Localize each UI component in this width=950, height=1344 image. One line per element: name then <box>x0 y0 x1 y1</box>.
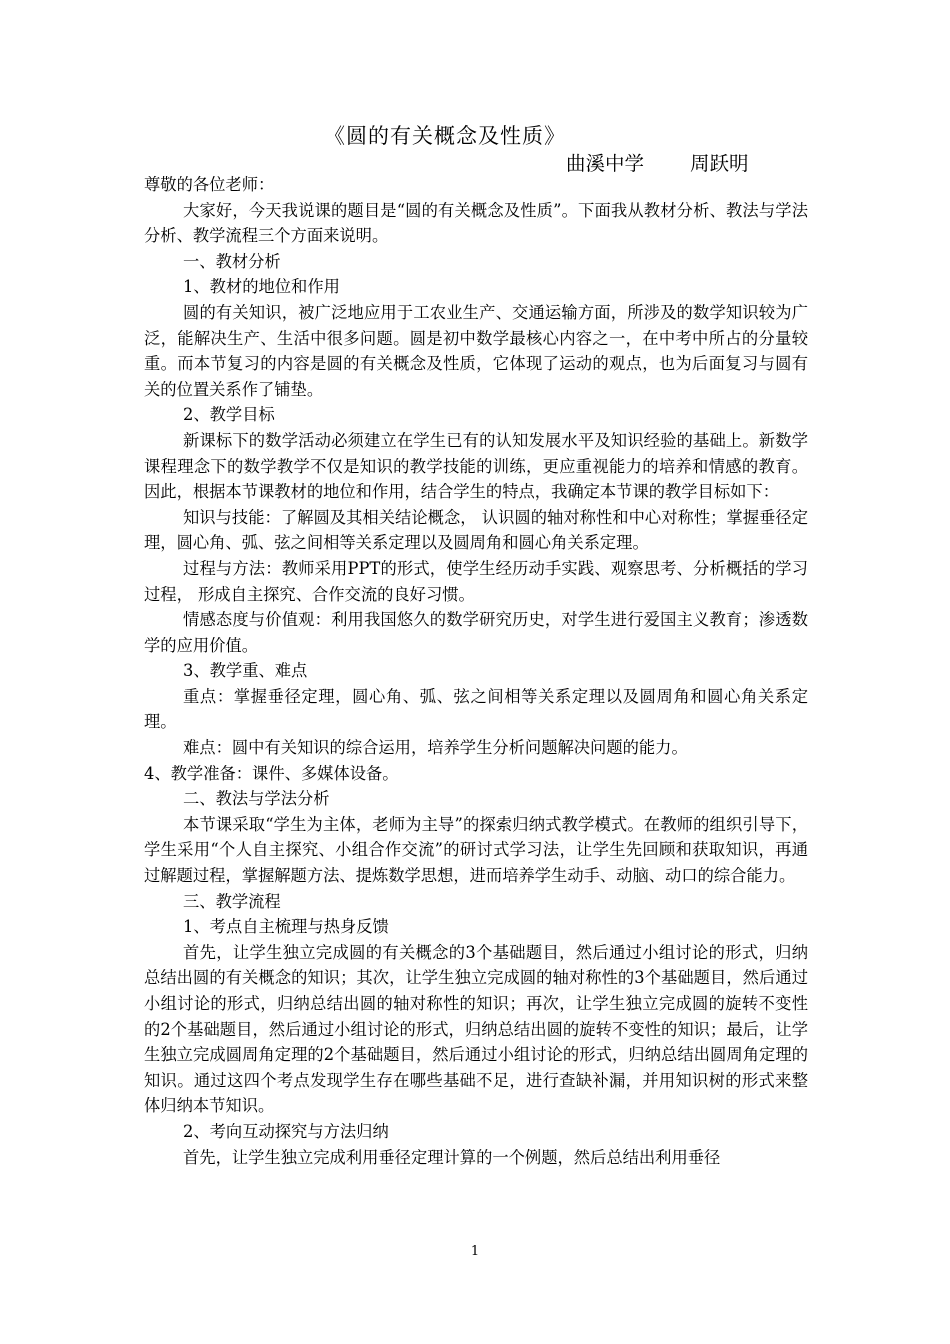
subsection-heading: 2、考向互动探究与方法归纳 <box>183 1121 389 1141</box>
document-body <box>144 172 808 1170</box>
subsection-heading: 2、教学目标 <box>183 405 275 425</box>
section-heading: 三、教学流程 <box>183 891 281 911</box>
paragraph: 情感态度与价值观：利用我国悠久的数学研究历史，对学生进行爱国主义教育；渗透数学的应用价值。 <box>144 610 808 655</box>
section-heading: 一、教材分析 <box>183 251 281 271</box>
paragraph: 首先，让学生独立完成圆的有关概念的3个基础题目，然后通过小组讨论的形式，归纳总结出圆的有关概念的知识；其次，让学生独立完成圆的轴对称性的3个基础题目，然后通过小组讨论的形式，归纳总结出圆的轴对称性的知识；再次，让学生独立完成圆的旋转不变性的2个基础题目，然后通过小组讨论的形式，归纳总结出圆的旋转不变性的知识；最后，让学生独立完成圆周角定理的2个基础题目，然后通过小组讨论的形式，归纳总结出圆周角定理的知识。通过这四个考点发现学生存在哪些基础不足，进行查缺补漏，并用知识树的形式来整体归纳本节知识。 <box>144 942 808 1116</box>
subsection-heading: 1、教材的地位和作用 <box>183 277 340 297</box>
paragraph: 过程与方法：教师采用PPT的形式，使学生经历动手实践、观察思考、分析概括的学习过程， 形成自主探究、合作交流的良好习惯。 <box>144 558 808 604</box>
page-number: 1 <box>470 1244 480 1259</box>
paragraph: 圆的有关知识，被广泛地应用于工农业生产、交通运输方面，所涉及的数学知识较为广泛，能解决生产、生活中很多问题。圆是初中数学最核心内容之一，在中考中所占的分量较重。而本节复习的内容是圆的有关概念及性质，它体现了运动的观点，也为后面复习与圆有关的位置关系作了铺垫。 <box>144 302 808 399</box>
paragraph: 本节课采取“学生为主体，老师为主导”的探索归纳式教学模式。在教师的组织引导下，学生采用“个人自主探究、小组合作交流”的研讨式学习法，让学生先回顾和获取知识，再通过解题过程，掌握解题方法、提炼数学思想，进而培养学生动手、动脑、动口的综合能力。 <box>144 814 808 886</box>
subsection-heading: 3、教学重、难点 <box>183 661 308 681</box>
paragraph: 大家好，今天我说课的题目是“圆的有关概念及性质”。下面我从教材分析、教法与学法分析、教学流程三个方面来说明。 <box>144 200 808 246</box>
paragraph: 新课标下的数学活动必须建立在学生已有的认知发展水平及知识经验的基础上。新数学课程理念下的数学教学不仅是知识的教学技能的训练，更应重视能力的培养和情感的教育。因此，根据本节课教材的地位和作用，结合学生的特点，我确定本节课的教学目标如下： <box>144 430 808 502</box>
paragraph: 难点：圆中有关知识的综合运用，培养学生分析问题解决问题的能力。 <box>183 738 688 758</box>
section-heading: 二、教法与学法分析 <box>183 789 330 809</box>
school-name: 曲溪中学 <box>566 152 645 175</box>
document-title: 《圆的有关概念及性质》 <box>324 124 566 148</box>
author-name: 周跃明 <box>690 152 749 175</box>
subsection-heading: 1、考点自主梳理与热身反馈 <box>183 917 389 937</box>
paragraph: 4、教学准备：课件、多媒体设备。 <box>144 763 399 783</box>
paragraph: 首先，让学生独立完成利用垂径定理计算的一个例题，然后总结出利用垂径 <box>183 1147 721 1167</box>
paragraph: 知识与技能：了解圆及其相关结论概念， 认识圆的轴对称性和中心对称性；掌握垂径定理，圆心角、弧、弦之间相等关系定理以及圆周角和圆心角关系定理。 <box>144 507 808 553</box>
paragraph: 尊敬的各位老师： <box>144 175 275 194</box>
paragraph: 重点：掌握垂径定理，圆心角、弧、弦之间相等关系定理以及圆周角和圆心角关系定理。 <box>144 686 808 732</box>
